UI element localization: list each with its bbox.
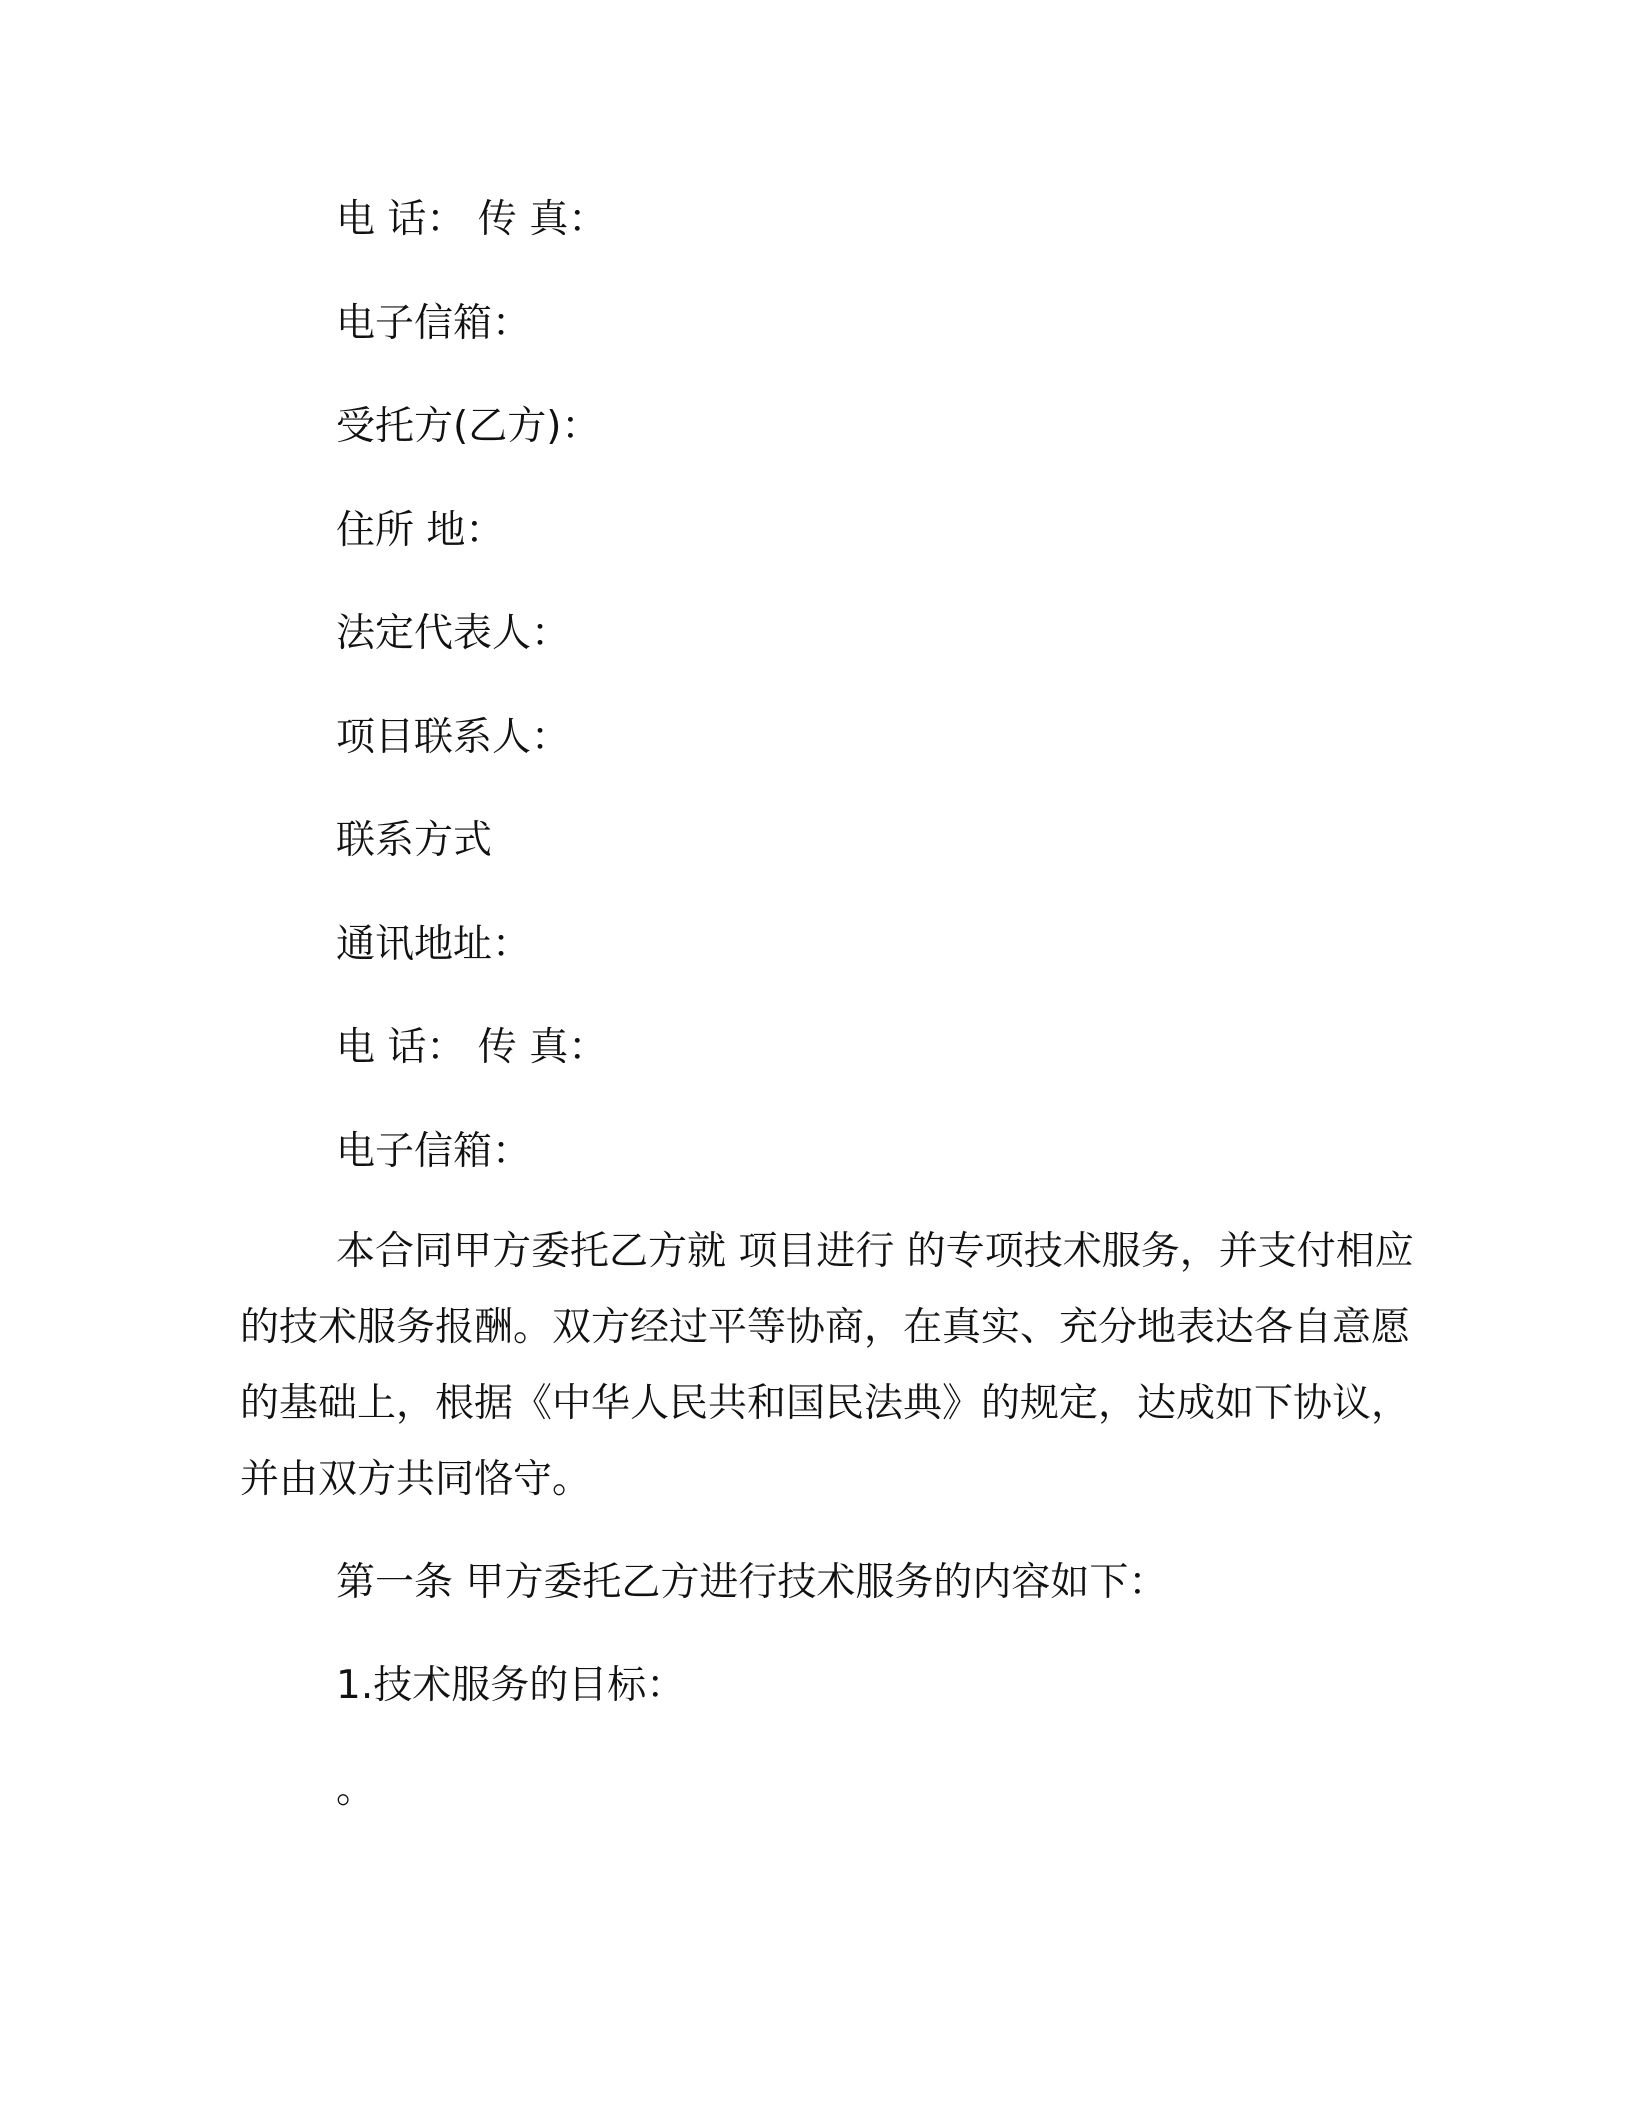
item-1-label: 1.技术服务的目标： (336, 1663, 686, 1708)
party-a-email: 电子信箱： (336, 301, 532, 346)
preamble-line: 的基础上，根据《中华人民共和国民法典》的规定，达成如下协议， (240, 1381, 1411, 1426)
article-1-heading: 第一条 甲方委托乙方进行技术服务的内容如下： (336, 1560, 1168, 1605)
party-b-email: 电子信箱： (336, 1129, 532, 1174)
party-b-address: 住所 地： (336, 508, 505, 553)
party-a-phone-fax: 电 话： 传 真： (336, 197, 608, 242)
preamble-line: 并由双方共同恪守。 (240, 1457, 592, 1502)
party-b-title: 受托方(乙方)： (336, 404, 601, 449)
party-b-project-contact: 项目联系人： (336, 715, 571, 760)
party-b-legal-rep: 法定代表人： (336, 611, 571, 656)
preamble-line: 的技术服务报酬。双方经过平等协商，在真实、充分地表达各自意愿 (240, 1305, 1411, 1350)
party-b-phone-fax: 电 话： 传 真： (336, 1025, 608, 1070)
item-1-value: 。 (336, 1767, 376, 1812)
preamble-line: 本合同甲方委托乙方就 项目进行 的专项技术服务，并支付相应 (336, 1229, 1414, 1274)
party-b-mailing-address: 通讯地址： (336, 922, 532, 967)
preamble-paragraph (240, 1214, 1414, 1518)
party-b-contact-method: 联系方式 (336, 818, 493, 863)
